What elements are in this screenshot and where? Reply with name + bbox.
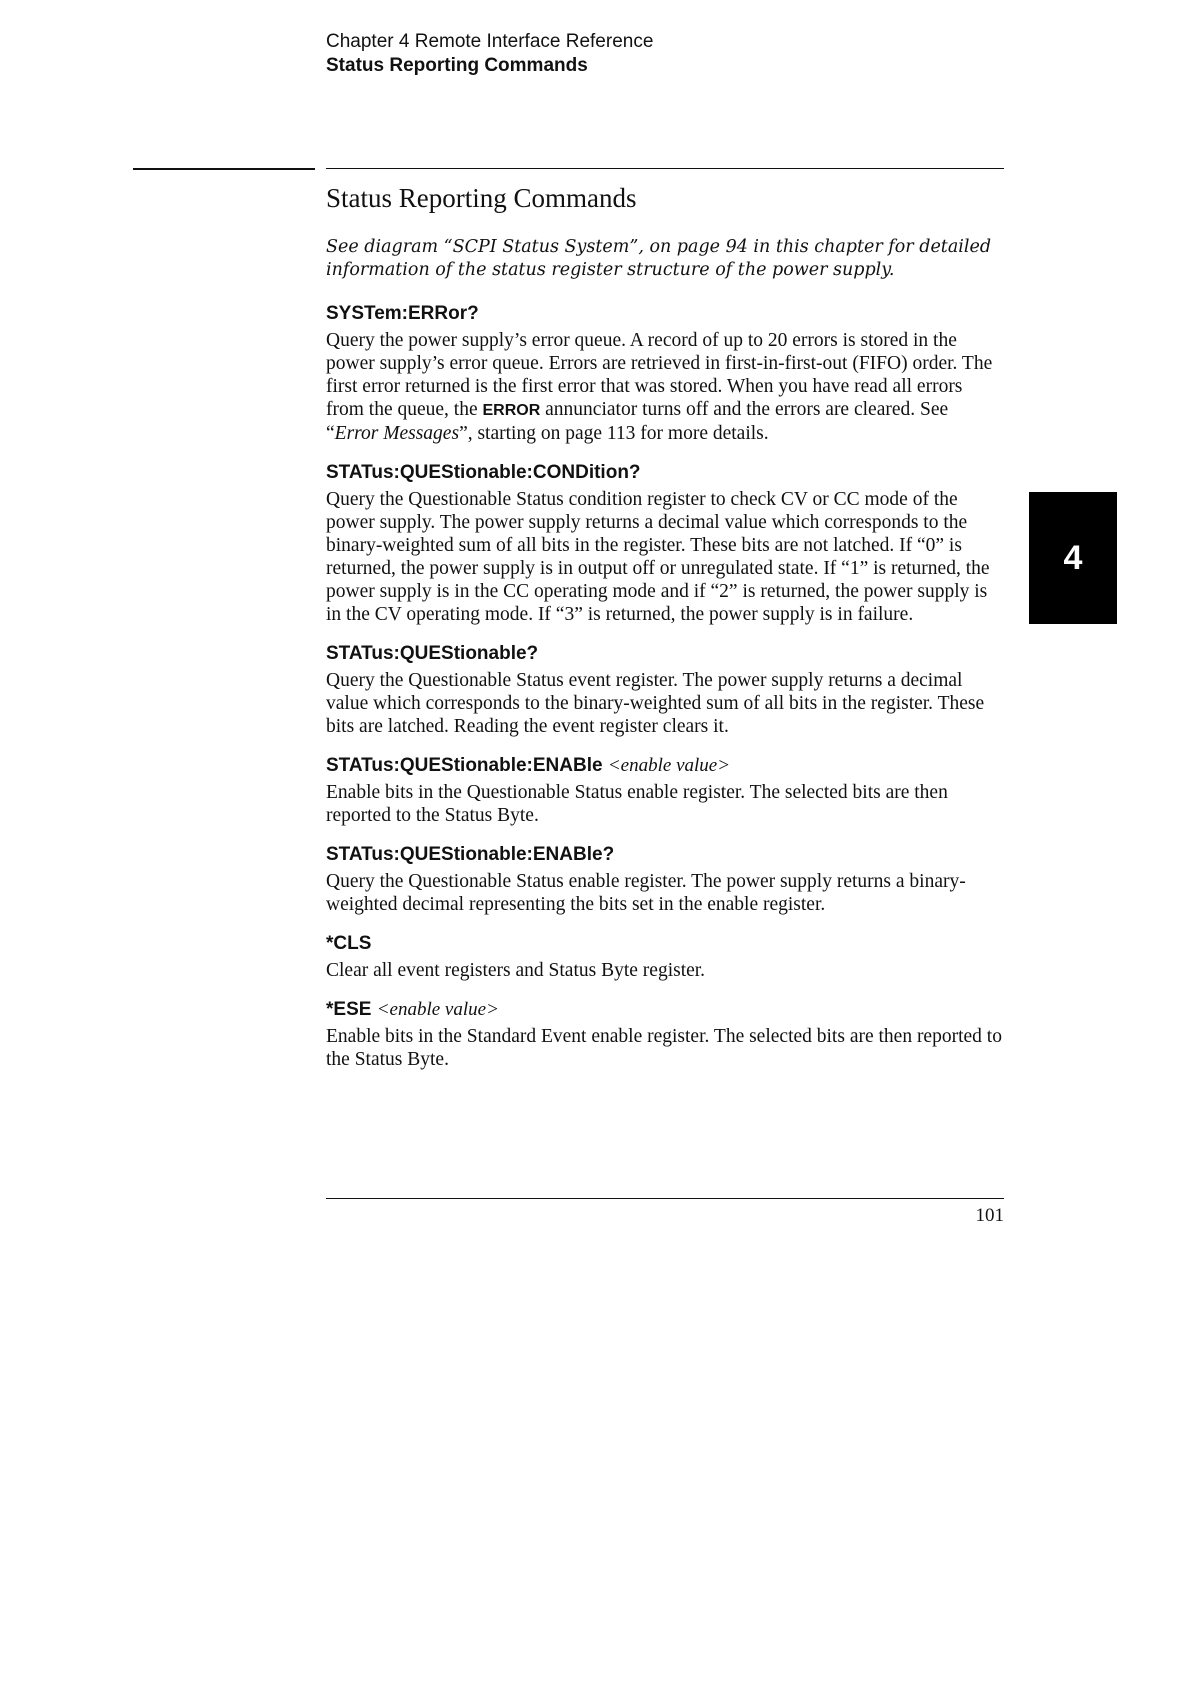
command-title — [326, 754, 1004, 778]
command-questionable-event — [326, 642, 1004, 738]
command-parameter: <enable value> — [376, 999, 499, 1020]
command-title: STATus:QUEStionable:ENABle? — [326, 844, 615, 865]
heading-rule — [326, 168, 1004, 169]
command-title — [326, 998, 1004, 1022]
command-keyword: *ESE — [326, 999, 372, 1020]
command-title: SYSTem:ERRor? — [326, 303, 479, 324]
command-description: Enable bits in the Standard Event enable register. The selected bits are then reported to the Status Byte. — [326, 1026, 1002, 1070]
margin-rule — [133, 168, 315, 170]
command-questionable-enable — [326, 754, 1004, 827]
description-text: Query the power supply’s error queue. A record of up to 20 errors is stored in the power supply’s error queue. Errors are retrieved in first-in-first-out (FIFO) order. The first error returned is the first error that was stored. When you have read all errors from the queue, the — [326, 330, 993, 420]
command-title: *CLS — [326, 933, 372, 954]
description-text: annunciator turns off and the errors are cleared. See “ — [326, 399, 949, 444]
command-cls — [326, 932, 1004, 982]
command-description: Clear all event registers and Status Byte register. — [326, 960, 706, 981]
command-keyword: STATus:QUEStionable:ENABle — [326, 755, 603, 776]
command-description: Query the Questionable Status event register. The power supply returns a decimal value which corresponds to the binary-weighted sum of all bits in the register. These bits are latched. Reading the event register clears it. — [326, 670, 985, 737]
command-questionable-condition — [326, 461, 1004, 626]
command-description — [326, 329, 1004, 445]
command-description: Query the Questionable Status enable register. The power supply returns a binary-weighted decimal representing the bits set in the enable register. — [326, 871, 966, 915]
intro-note: See diagram “SCPI Status System”, on page 94 in this chapter for detailed information of the status register structure of the power supply. — [326, 237, 992, 280]
command-parameter: <enable value> — [607, 755, 731, 776]
error-annunciator-label: ERROR — [482, 402, 541, 419]
command-description: Enable bits in the Questionable Status enable register. The selected bits are then reported to the Status Byte. — [326, 782, 948, 826]
running-header-section: Status Reporting Commands — [326, 55, 588, 76]
chapter-thumb-tab: 4 — [1029, 492, 1117, 624]
page-title: Status Reporting Commands — [326, 183, 637, 213]
running-header-chapter: Chapter 4 Remote Interface Reference — [326, 31, 654, 52]
command-title: STATus:QUEStionable? — [326, 643, 539, 664]
error-messages-reference: Error Messages — [334, 423, 460, 444]
running-header — [326, 30, 653, 78]
footer-rule — [326, 1198, 1004, 1199]
command-ese — [326, 998, 1004, 1071]
command-description: Query the Questionable Status condition register to check CV or CC mode of the power supply. The power supply returns a decimal value which corresponds to the binary-weighted sum of all bits in the register. These bits are not latched. If “0” is returned, the power supply is in output off or unregulated state. If “1” is returned, the power supply is in the CC operating mode and if “2” is returned, the power supply is in the CV operating mode. If “3” is returned, the power supply is in failure. — [326, 489, 990, 625]
command-title: STATus:QUEStionable:CONDition? — [326, 462, 641, 483]
command-system-error — [326, 302, 1004, 445]
description-text: ”, starting on page 113 for more details. — [459, 423, 769, 444]
command-questionable-enable-query — [326, 843, 1004, 916]
page-number: 101 — [975, 1205, 1004, 1226]
page-content — [326, 180, 1004, 1087]
